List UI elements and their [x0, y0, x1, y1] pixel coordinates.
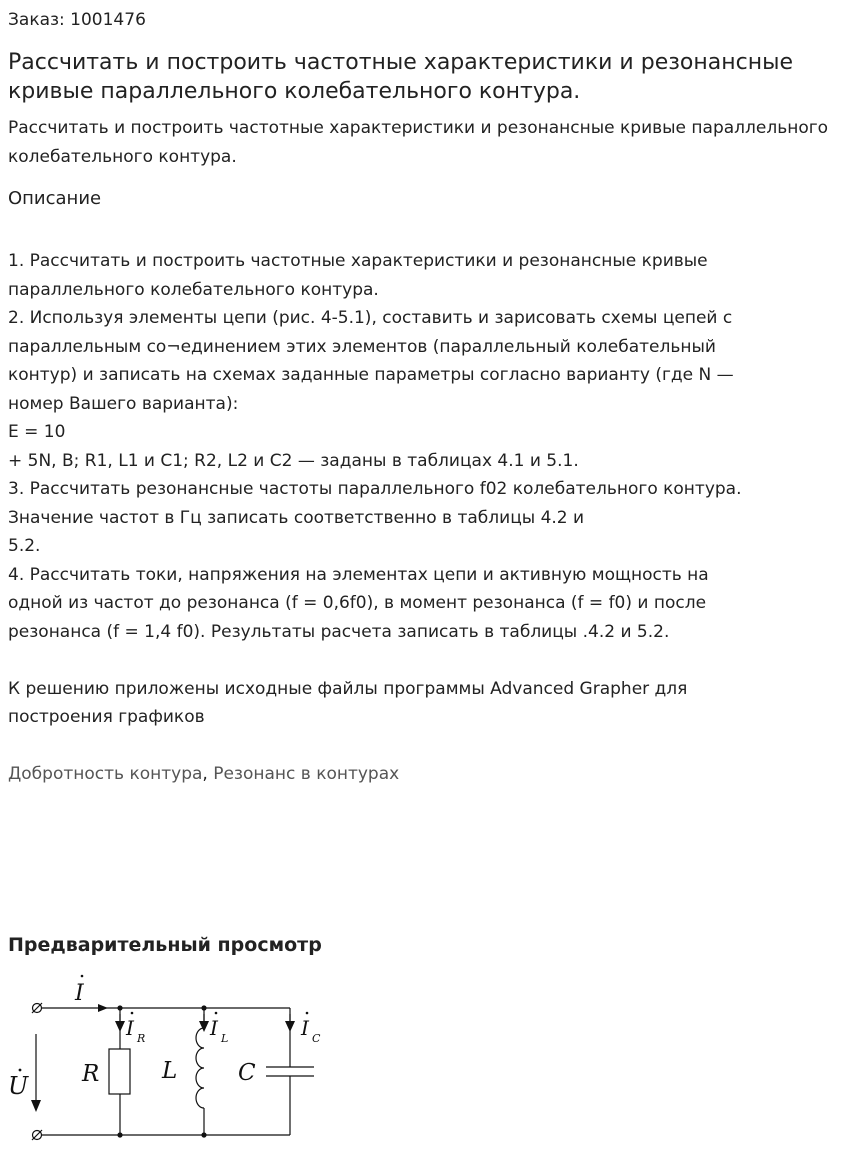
dot-accent: [19, 1069, 22, 1072]
resistor: [109, 1049, 130, 1094]
tag-link-q-factor[interactable]: Добротность контура: [8, 764, 203, 784]
attachment-line: К решению приложены исходные файлы программы Advanced Grapher для: [8, 678, 688, 699]
attachment-line: построения графиков: [8, 707, 205, 727]
il-arrow-head: [199, 1021, 209, 1032]
total-current-arrow: [98, 1004, 108, 1012]
preview-image: [8, 966, 338, 1151]
description-line: 1. Рассчитать и построить частотные характеристики и резонансные кривые: [8, 251, 708, 271]
label-ir-sub: R: [137, 1032, 146, 1045]
description-line: 5.2.: [8, 536, 41, 556]
label-il-sub: L: [221, 1032, 229, 1045]
description-heading: Описание: [8, 188, 102, 209]
description-line: 2. Используя элементы цепи (рис. 4-5.1), составить и зарисовать схемы цепей с: [8, 308, 733, 328]
tag-separator: ,: [202, 764, 214, 784]
voltage-arrow-head: [31, 1100, 41, 1112]
label-total-current: I: [75, 981, 84, 1006]
description-line: + 5N, В; R1, L1 и С1; R2, L2 и С2 — заданы в таблицах 4.1 и 5.1.: [8, 450, 579, 471]
dot-accent: [306, 1012, 309, 1015]
tag-list: [8, 761, 399, 787]
dot-accent: [131, 1012, 134, 1015]
dot-accent: [81, 975, 84, 978]
paragraph-gap: [8, 646, 840, 675]
description-line: одной из частот до резонанса (f = 0,6f0), в момент резонанса (f = f0) и после: [8, 593, 707, 613]
description-line: 4. Рассчитать токи, напряжения на элементах цепи и активную мощность на: [8, 564, 709, 585]
label-resistor: R: [82, 1061, 100, 1087]
label-voltage: U: [8, 1072, 29, 1100]
tag-link-resonance[interactable]: Резонанс в контурах: [213, 764, 400, 784]
junction-dot: [201, 1005, 206, 1010]
label-ir: I: [126, 1016, 134, 1040]
label-ic: I: [301, 1016, 309, 1040]
lead-text: Рассчитать и построить частотные характеристики и резонансные кривые параллельного колебательного контура.: [8, 118, 829, 167]
label-capacitor: C: [238, 1060, 256, 1086]
preview-heading: Предварительный просмотр: [8, 934, 322, 956]
circuit-diagram: [8, 966, 338, 1151]
description-line: контур) и записать на схемах заданные параметры согласно варианту (где N —: [8, 365, 734, 385]
label-il: I: [210, 1016, 218, 1040]
page-title: Рассчитать и построить частотные характеристики и резонансные кривые параллельного колебательного контура.: [8, 50, 794, 104]
dot-accent: [215, 1012, 218, 1015]
description-line: Значение частот в Гц записать соответственно в таблицы 4.2 и: [8, 507, 585, 528]
description-line: номер Вашего варианта):: [8, 393, 239, 414]
label-ic-sub: C: [312, 1032, 321, 1045]
inductor: [196, 1028, 204, 1108]
description-line: параллельного колебательного контура.: [8, 279, 379, 300]
description-line: 3. Рассчитать резонансные частоты параллельного f02 колебательного контура.: [8, 479, 742, 499]
description-line: резонанса (f = 1,4 f0). Результаты расчета записать в таблицы .4.2 и 5.2.: [8, 621, 670, 642]
label-inductor: L: [162, 1058, 178, 1084]
order-number: Заказ: 1001476: [8, 10, 146, 30]
description-line: Е = 10: [8, 422, 66, 442]
ir-arrow-head: [115, 1021, 125, 1032]
junction-dot: [117, 1132, 122, 1137]
description-line: параллельным со¬единением этих элементов (параллельный колебательный: [8, 336, 716, 357]
ic-arrow-head: [285, 1021, 295, 1032]
junction-dot: [201, 1132, 206, 1137]
junction-dot: [117, 1005, 122, 1010]
description-body: [8, 247, 840, 732]
